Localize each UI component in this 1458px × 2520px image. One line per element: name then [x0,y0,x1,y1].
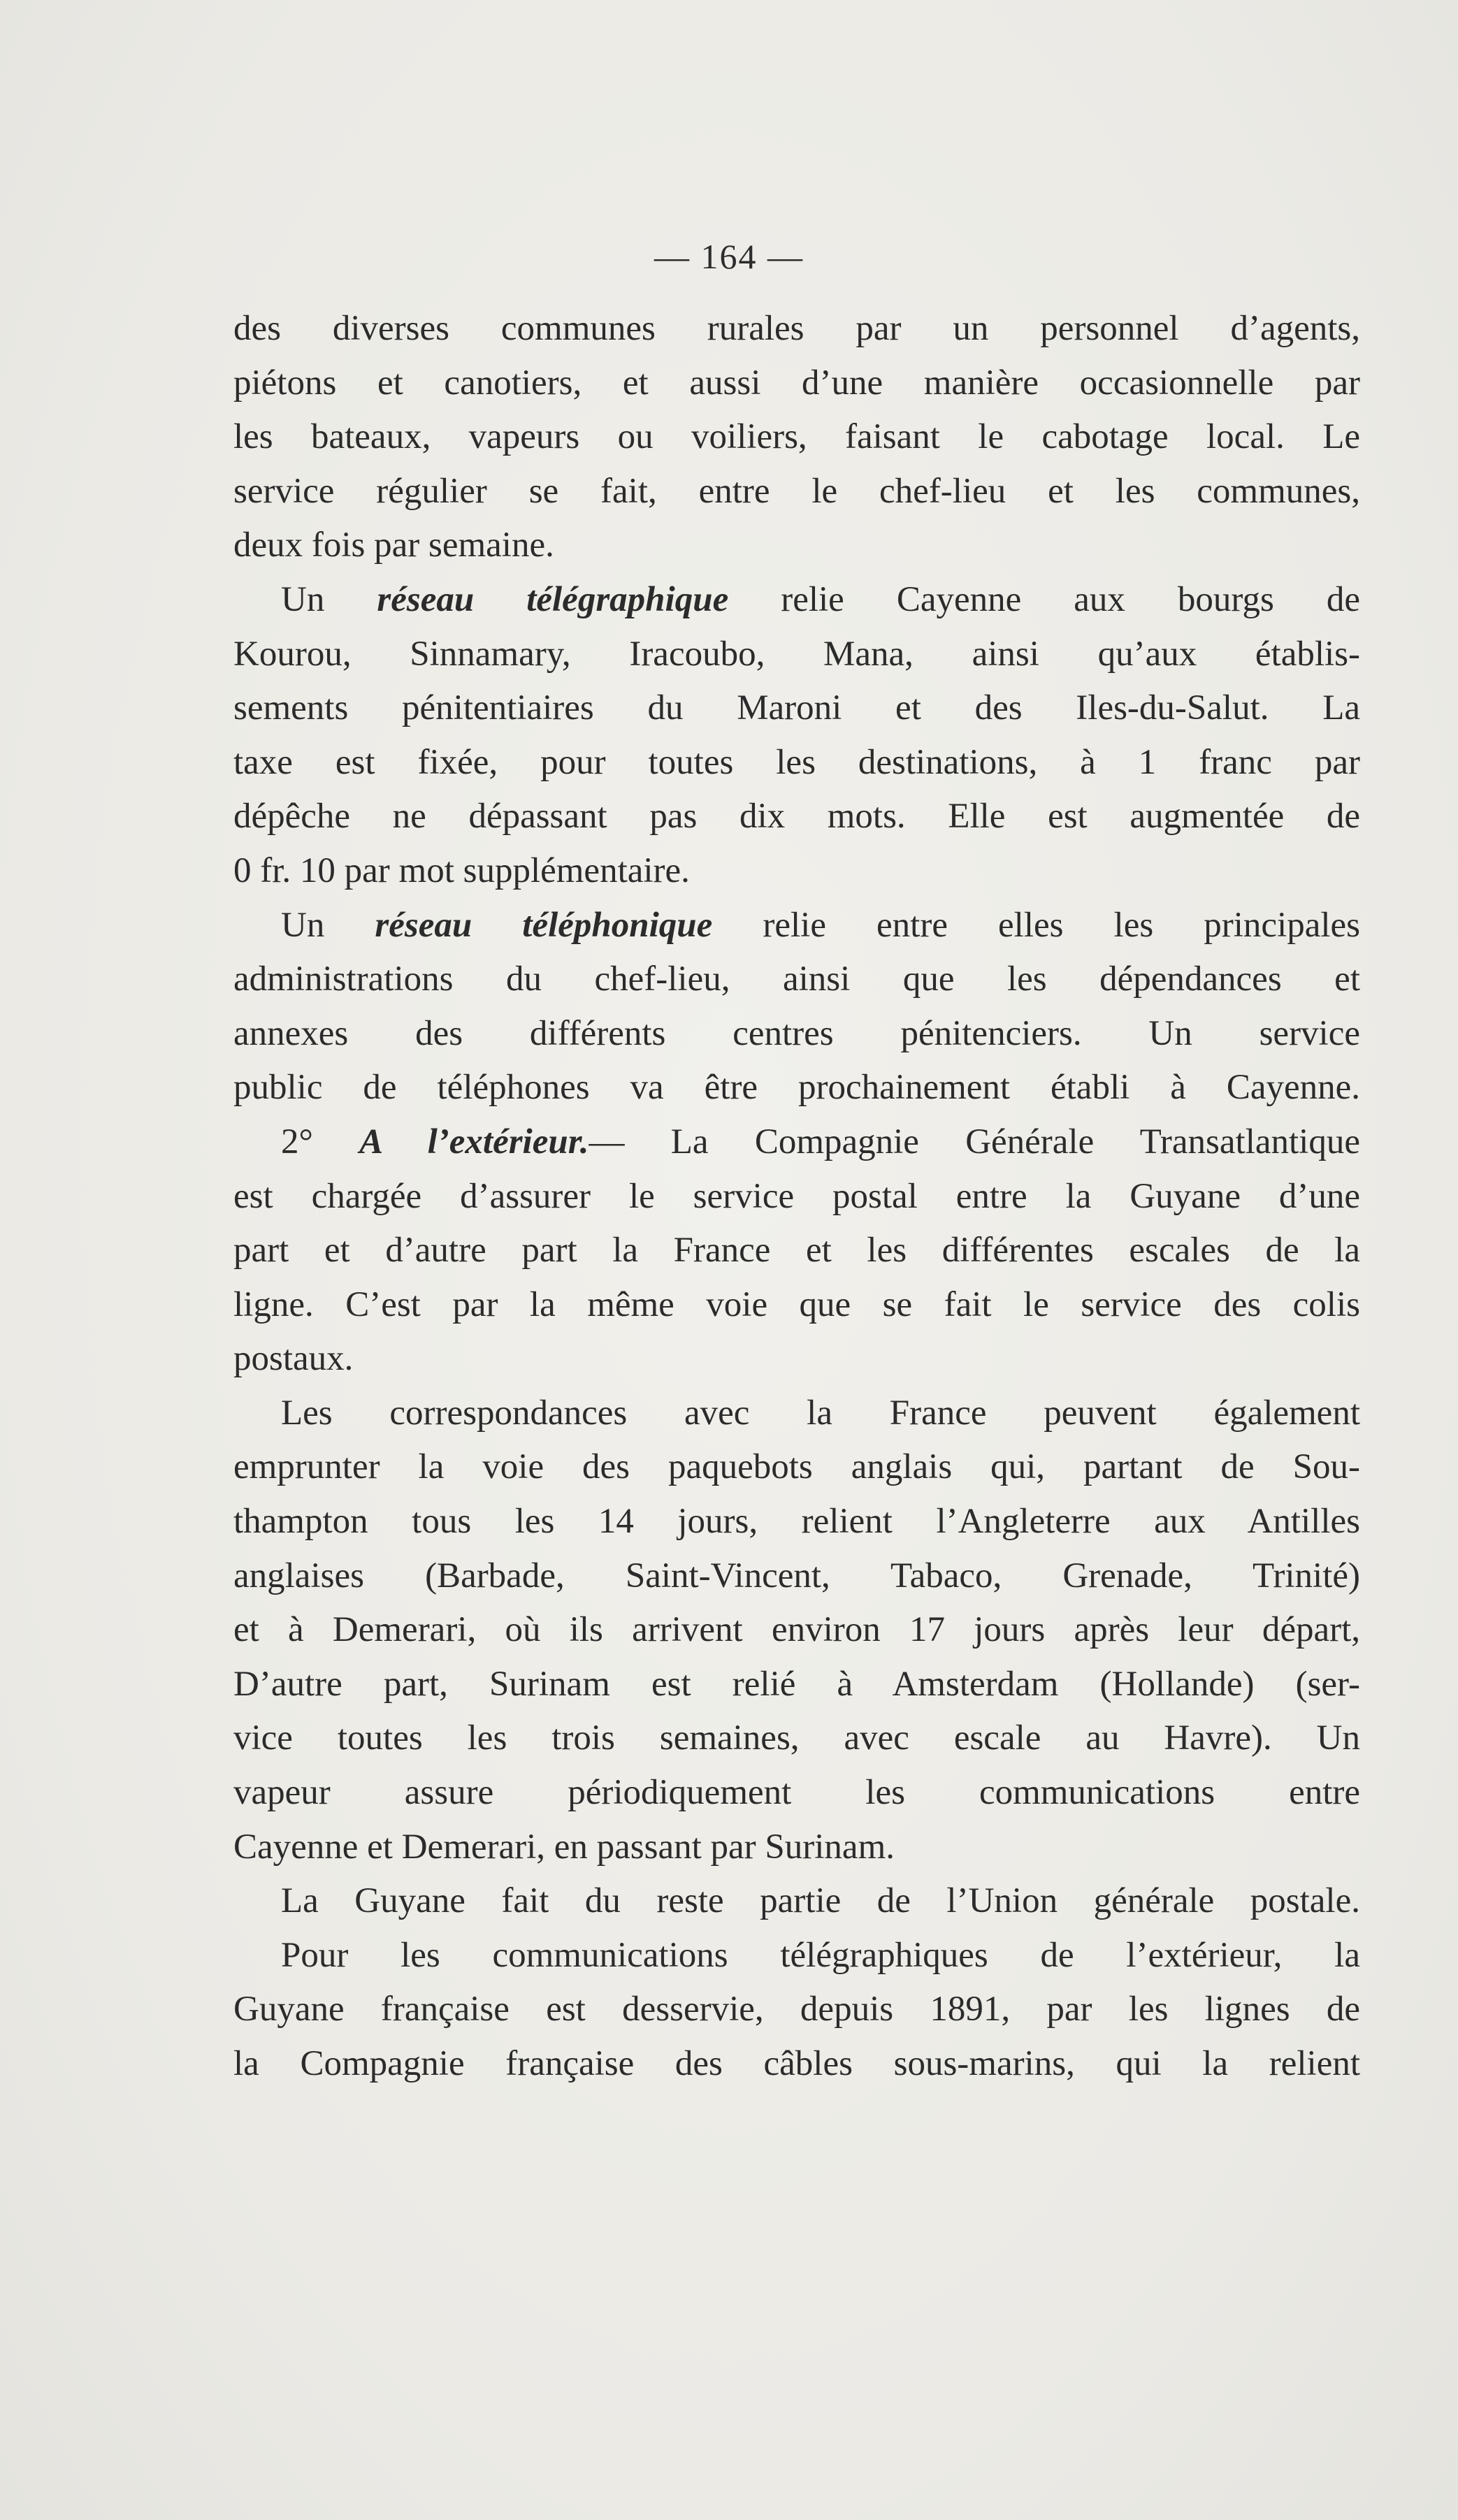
text-line: annexes des différents centres pénitenciers. Un service [233,1013,1360,1053]
text-line: Un réseau téléphonique relie entre elles les principales [281,905,1360,945]
text-line: Kourou, Sinnamary, Iracoubo, Mana, ainsi qu’aux établis- [233,634,1360,674]
italic-term: réseau télégraphique [377,579,729,619]
text-line: 0 fr. 10 par mot supplémentaire. [233,850,690,890]
text-line: vapeur assure périodiquement les communications entre [233,1773,1360,1813]
text-line: D’autre part, Surinam est relié à Amsterdam (Hollande) (ser- [233,1664,1360,1704]
text-line: ligne. C’est par la même voie que se fait le service des colis [233,1284,1360,1324]
italic-term: réseau téléphonique [375,905,713,945]
text-line: piétons et canotiers, et aussi d’une manière occasionnelle par [233,363,1360,403]
text-line: anglaises (Barbade, Saint-Vincent, Tabaco, Grenade, Trinité) [233,1556,1360,1595]
text-line: Un réseau télégraphique relie Cayenne aux bourgs de [281,579,1360,619]
text-line: La Guyane fait du reste partie de l’Union générale postale. [281,1881,1360,1921]
text-line: des diverses communes rurales par un personnel d’agents, [233,309,1360,348]
body-text [233,302,1360,2092]
page-number: — 164 — [654,237,804,276]
text-line: postaux. [233,1339,354,1379]
text-line: Guyane française est desservie, depuis 1891, par les lignes de [233,1990,1360,2029]
text-line: dépêche ne dépassant pas dix mots. Elle est augmentée de [233,797,1360,837]
text-line: taxe est fixée, pour toutes les destinations, à 1 franc par [233,742,1360,782]
text-line: 2° A l’extérieur.— La Compagnie Générale Transatlantique [281,1122,1360,1161]
text-line: et à Demerari, où ils arrivent environ 17 jours après leur départ, [233,1610,1360,1650]
text-line: administrations du chef-lieu, ainsi que les dépendances et [233,960,1360,999]
text-line: Pour les communications télégraphiques de l’extérieur, la [281,1935,1360,1975]
italic-heading: A l’extérieur. [359,1122,589,1161]
text-line: emprunter la voie des paquebots anglais qui, partant de Sou- [233,1447,1360,1487]
text-line: thampton tous les 14 jours, relient l’Angleterre aux Antilles [233,1502,1360,1542]
text-line: la Compagnie française des câbles sous-marins, qui la relient [233,2044,1360,2083]
text-line: Les correspondances avec la France peuvent également [281,1393,1360,1433]
text-line: service régulier se fait, entre le chef-lieu et les communes, [233,471,1360,511]
text-line: sements pénitentiaires du Maroni et des Iles-du-Salut. La [233,688,1360,728]
text-line: vice toutes les trois semaines, avec escale au Havre). Un [233,1718,1360,1758]
text-line: deux fois par semaine. [233,526,554,565]
text-line: Cayenne et Demerari, en passant par Surinam. [233,1827,895,1867]
text-line: est chargée d’assurer le service postal entre la Guyane d’une [233,1176,1360,1216]
text-line: les bateaux, vapeurs ou voiliers, faisant le cabotage local. Le [233,417,1360,457]
text-line: part et d’autre part la France et les différentes escales de la [233,1231,1360,1270]
text-line: public de téléphones va être prochainement établi à Cayenne. [233,1068,1360,1108]
